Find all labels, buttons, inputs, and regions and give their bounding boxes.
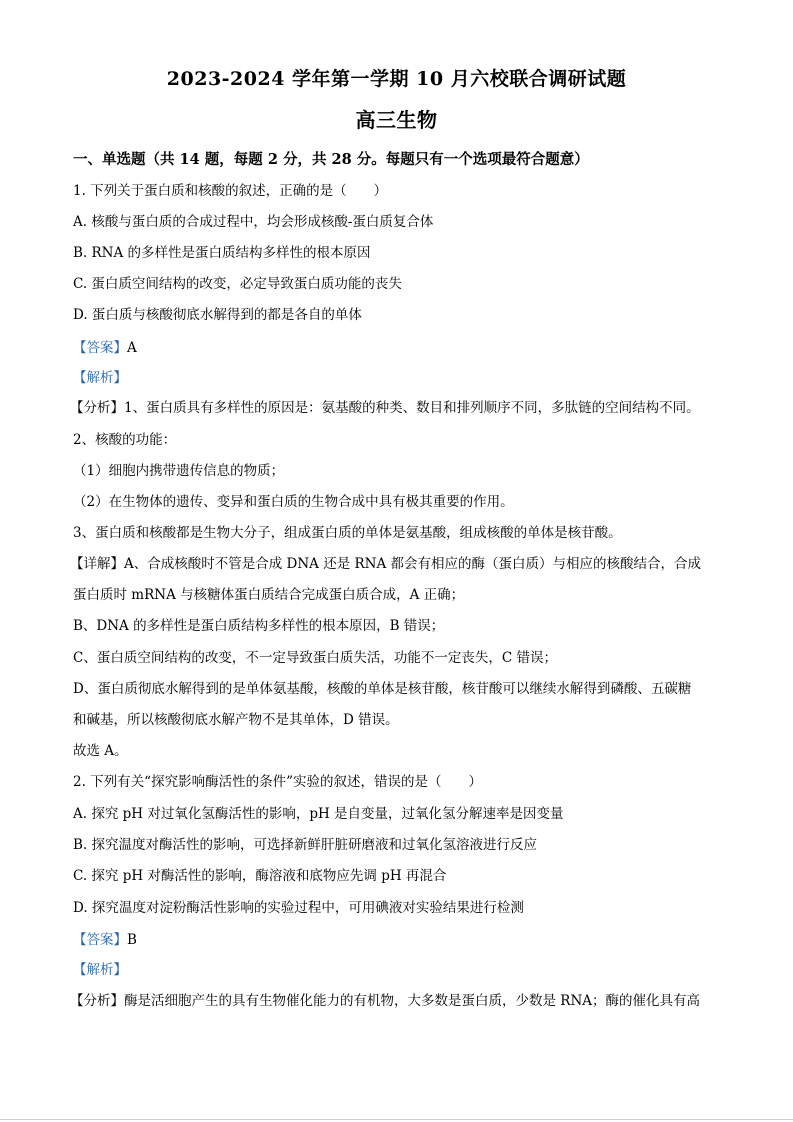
q2-option-c: C. 探究 pH 对酶活性的影响，酶溶液和底物应先调 pH 再混合 (73, 868, 447, 884)
xiangjie-tag: 【详解】 (70, 556, 124, 572)
q1-conclusion: 故选 A。 (73, 743, 128, 759)
q1-line: 蛋白质时 mRNA 与核糖体蛋白质结合完成蛋白质合成，A 正确； (73, 587, 465, 603)
fenxi-tag: 【分析】 (70, 400, 124, 416)
q2-fenxi (70, 992, 700, 1010)
q1-xiangjie (70, 555, 701, 573)
q2-analysis-tag: 【解析】 (73, 962, 127, 978)
fenxi-text: 酶是活细胞产生的具有生物催化能力的有机物，大多数是蛋白质，少数是 RNA；酶的催化具有高 (124, 993, 701, 1009)
q1-fenxi (70, 399, 700, 417)
q1-line: D、蛋白质彻底水解得到的是单体氨基酸，核酸的单体是核苷酸，核苷酸可以继续水解得到磷酸、五碳糖 (73, 681, 692, 697)
q1-answer (73, 339, 137, 357)
q1-line: （2）在生物体的遗传、变异和蛋白质的生物合成中具有极其重要的作用。 (73, 494, 514, 510)
q1-line: （1）细胞内携带遗传信息的物质； (73, 463, 285, 479)
q1-analysis-tag: 【解析】 (73, 370, 127, 386)
q1-line: C、蛋白质空间结构的改变，不一定导致蛋白质失活，功能不一定丧失，C 错误； (73, 650, 557, 666)
exam-title: 2023-2024 学年第一学期 10 月六校联合调研试题 (166, 68, 627, 90)
answer-value: A (127, 340, 137, 356)
xiangjie-text: A、合成核酸时不管是合成 DNA 还是 RNA 都会有相应的酶（蛋白质）与相应的核酸结合，合成 (124, 556, 702, 572)
exam-subject: 高三生物 (355, 108, 438, 132)
q1-option-d: D. 蛋白质与核酸彻底水解得到的都是各自的单体 (73, 307, 362, 323)
page-bottom-divider (0, 1119, 793, 1120)
answer-value: B (127, 932, 137, 948)
q1-line: 3、蛋白质和核酸都是生物大分子，组成蛋白质的单体是氨基酸，组成核酸的单体是核苷酸。 (73, 525, 622, 541)
section-heading: 一、单选题（共 14 题，每题 2 分，共 28 分。每题只有一个选项最符合题意） (73, 151, 589, 168)
q1-line: B、DNA 的多样性是蛋白质结构多样性的根本原因，B 错误； (73, 618, 445, 634)
q1-stem: 1. 下列关于蛋白质和核酸的叙述，正确的是（ ） (73, 183, 388, 199)
q2-answer (73, 931, 137, 949)
q1-line: 和碱基，所以核酸彻底水解产物不是其单体，D 错误。 (73, 712, 399, 728)
fenxi-tag: 【分析】 (70, 993, 124, 1009)
q1-line: 2、核酸的功能： (73, 432, 177, 448)
q1-option-b: B. RNA 的多样性是蛋白质结构多样性的根本原因 (73, 245, 371, 261)
q2-stem: 2. 下列有关“探究影响酶活性的条件”实验的叙述，错误的是（ ） (73, 774, 482, 790)
fenxi-text: 1、蛋白质具有多样性的原因是：氨基酸的种类、数目和排列顺序不同，多肽链的空间结构不同。 (124, 400, 700, 416)
q2-option-b: B. 探究温度对酶活性的影响，可选择新鲜肝脏研磨液和过氧化氢溶液进行反应 (73, 837, 538, 853)
q2-option-a: A. 探究 pH 对过氧化氢酶活性的影响，pH 是自变量，过氧化氢分解速率是因变量 (73, 806, 564, 822)
q2-option-d: D. 探究温度对淀粉酶活性影响的实验过程中，可用碘液对实验结果进行检测 (73, 900, 524, 916)
answer-tag: 【答案】 (73, 340, 127, 356)
q1-option-c: C. 蛋白质空间结构的改变，必定导致蛋白质功能的丧失 (73, 276, 402, 292)
answer-tag: 【答案】 (73, 932, 127, 948)
q1-option-a: A. 核酸与蛋白质的合成过程中，均会形成核酸-蛋白质复合体 (73, 214, 434, 230)
